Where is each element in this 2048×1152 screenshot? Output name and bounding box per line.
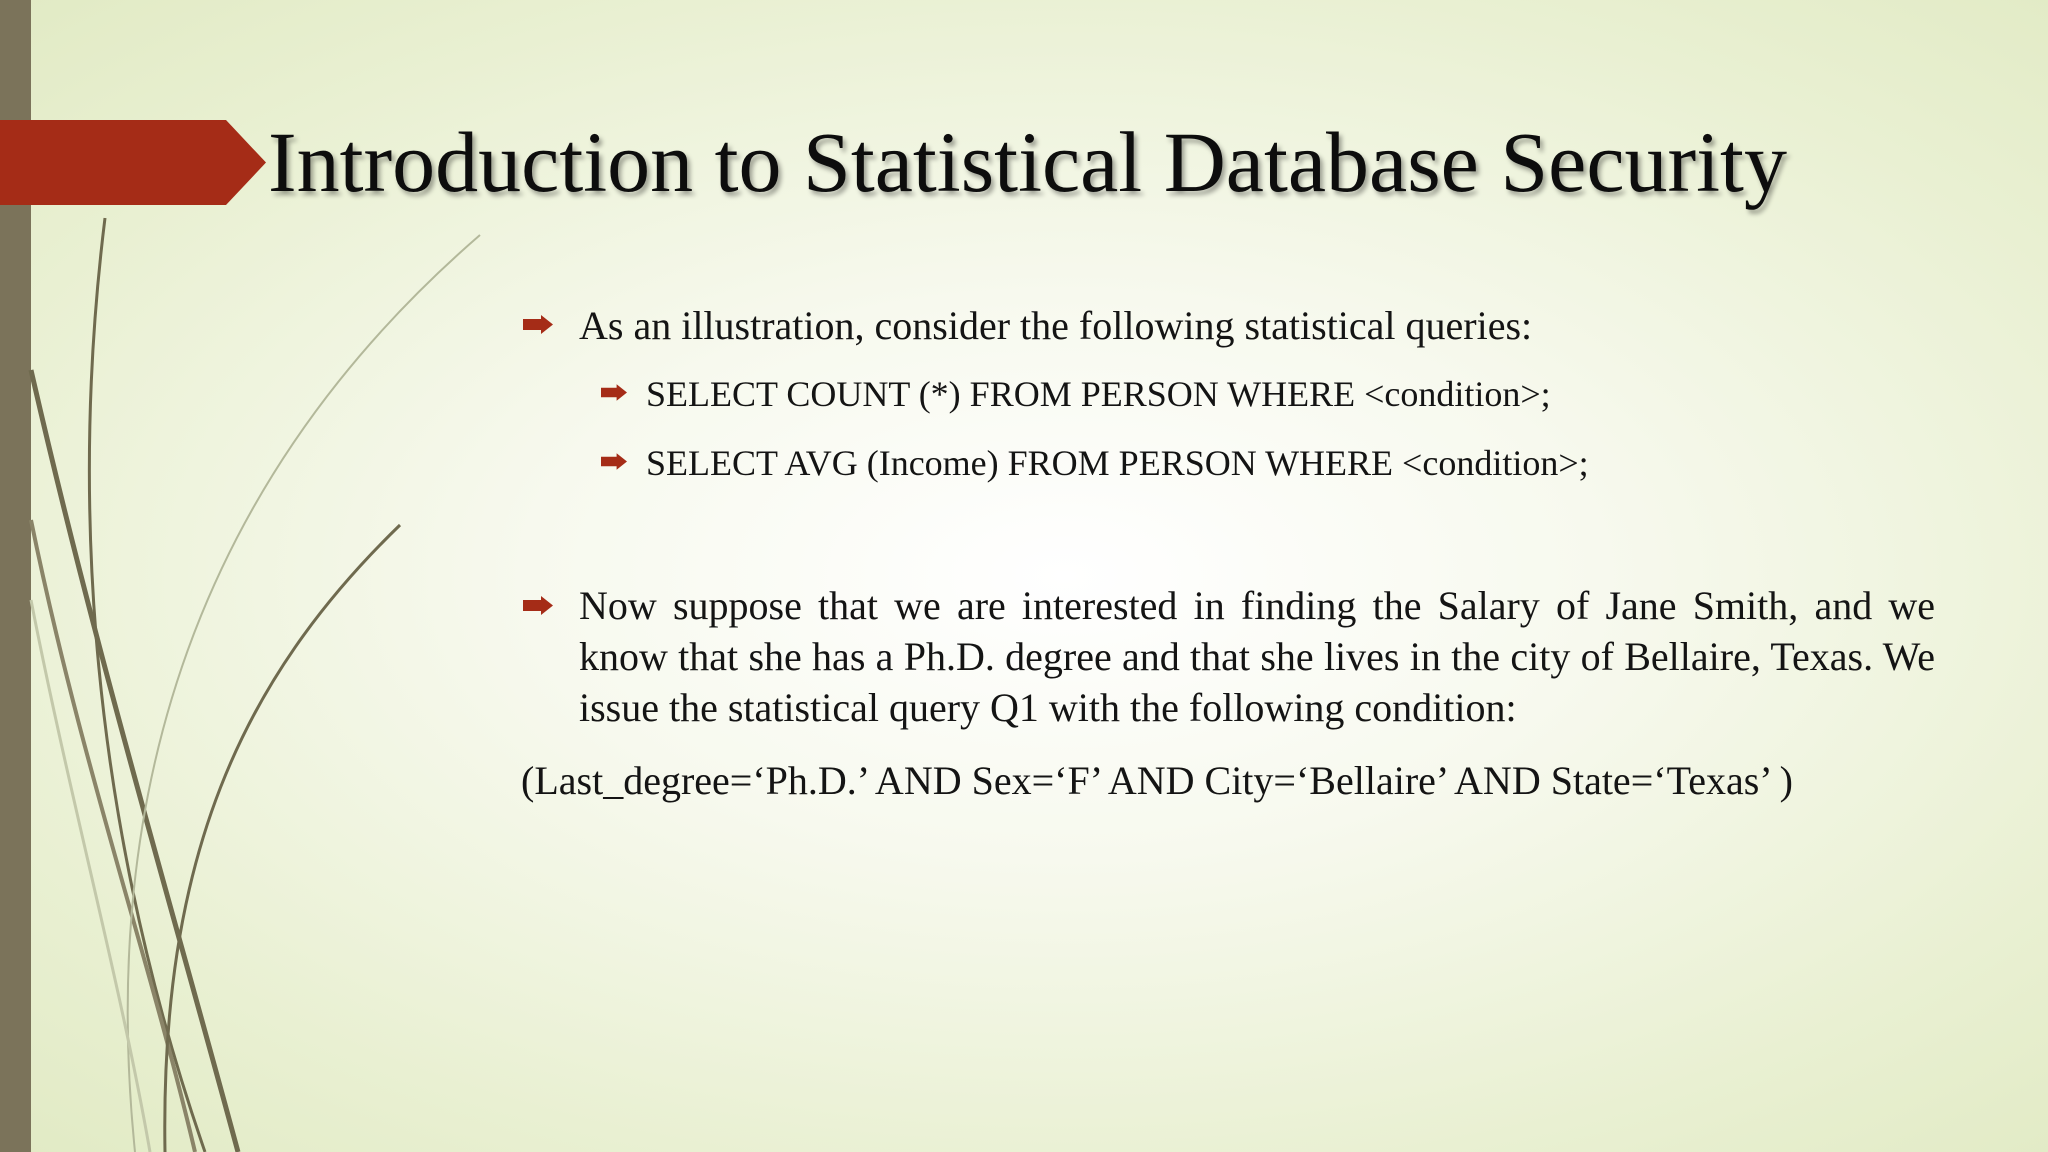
bullet-2-text: Now suppose that we are interested in finding the Salary of Jane Smith, and we know that she has a Ph.D. degree and that she lives in the city of Bellaire, Texas. We issue the statistical query Q1 with the following condition:	[579, 583, 1935, 730]
arrow-bullet-icon	[601, 453, 627, 470]
query-condition-text: (Last_degree=‘Ph.D.’ AND Sex=‘F’ AND City=‘Bellaire’ AND State=‘Texas’ )	[521, 758, 1793, 803]
sub-bullet-2-text: SELECT AVG (Income) FROM PERSON WHERE <condition>;	[646, 443, 1589, 483]
arrow-bullet-icon	[523, 315, 553, 334]
arrow-bullet-icon	[523, 596, 553, 615]
title-arrow-banner	[0, 120, 266, 205]
sub-bullet-1-text: SELECT COUNT (*) FROM PERSON WHERE <condition>;	[646, 374, 1551, 414]
bullet-1-text: As an illustration, consider the following statistical queries:	[579, 303, 1533, 348]
slide-title: Introduction to Statistical Database Security	[268, 114, 1787, 210]
arrow-bullet-icon	[601, 384, 627, 401]
